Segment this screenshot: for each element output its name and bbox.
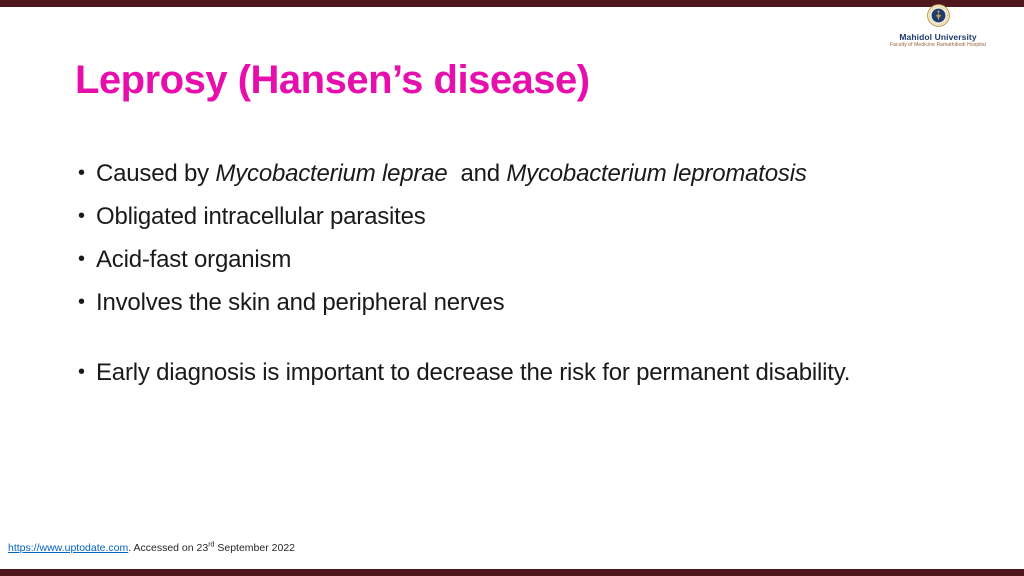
bullet-marker: • <box>78 291 85 313</box>
bullet-marker: • <box>78 205 85 227</box>
bullet-item <box>78 287 958 318</box>
university-logo-block <box>853 4 1023 48</box>
bullet-text: Caused by Mycobacterium leprae and Mycobacterium lepromatosis <box>96 160 807 187</box>
university-name: Mahidol University <box>899 31 977 42</box>
faculty-name: Faculty of Medicine Ramathibodi Hospital <box>890 41 986 48</box>
bullet-text: Obligated intracellular parasites <box>96 203 426 230</box>
bullet-item <box>78 158 958 189</box>
bullet-text: Involves the skin and peripheral nerves <box>96 289 505 316</box>
slide-title: Leprosy (Hansen’s disease) <box>75 58 590 102</box>
citation-footer <box>8 542 295 554</box>
bullet-marker: • <box>78 361 85 383</box>
bullet-text: Acid-fast organism <box>96 246 292 273</box>
bullet-item <box>78 201 958 232</box>
bullet-marker: • <box>78 248 85 270</box>
bullet-item <box>78 357 958 388</box>
bottom-border-bar <box>0 569 1024 576</box>
bullet-marker: • <box>78 162 85 184</box>
bullet-list <box>78 158 958 400</box>
citation-link[interactable]: https://www.uptodate.com <box>8 542 129 554</box>
bullet-text: Early diagnosis is important to decrease the risk for permanent disability. <box>96 359 851 386</box>
citation-ordinal-suffix: rd <box>208 541 215 549</box>
citation-text-date: September 2022 <box>214 542 296 554</box>
citation-text: . Accessed on 23 <box>128 542 209 554</box>
mahidol-university-seal-icon <box>927 4 950 27</box>
bullet-item <box>78 244 958 275</box>
